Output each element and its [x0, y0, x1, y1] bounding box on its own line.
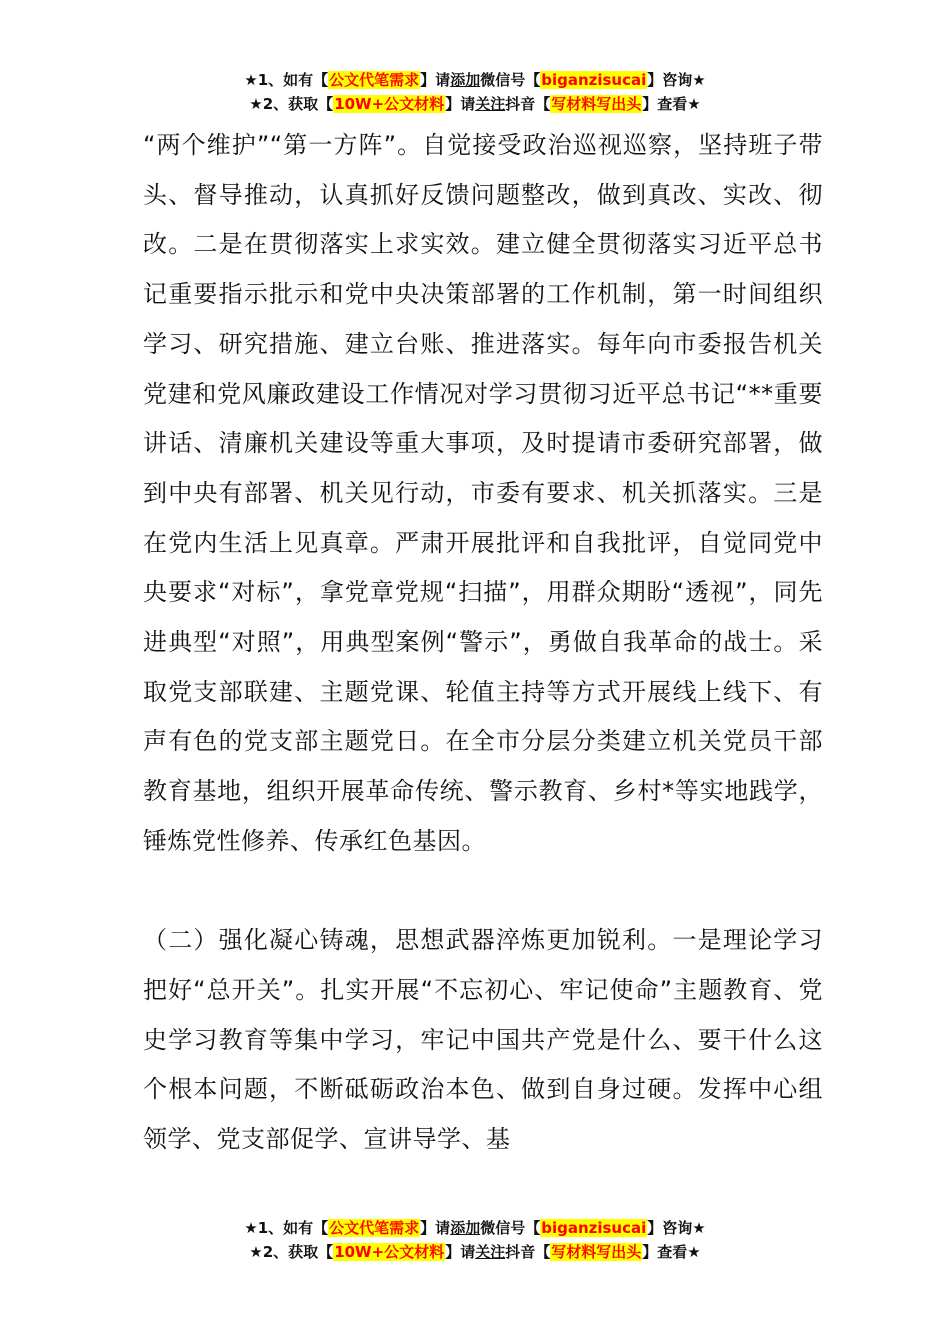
banner-text: ★2、获取【 [249, 95, 334, 113]
banner-text: 】请 [445, 1243, 476, 1261]
body-paragraph-1: “两个维护”“第一方阵”。自觉接受政治巡视巡察，坚持班子带头、督导推动，认真抓好反馈问题整改，做到真改、实改、彻改。二是在贯彻落实上求实效。建立健全贯彻落实习近平总书记重要指示批示和党中央决策部署的工作机制，第一时间组织学习、研究措施、建立台账、推进落实。每年向市委报告机关党建和党风廉政建设工作情况对学习贯彻习近平总书记“**重要讲话、清廉机关建设等重大事项，及时提请市委研究部署，做到中央有部署、机关见行动，市委有要求、机关抓落实。三是在党内生活上见真章。严肃开展批评和自我批评，自觉同党中央要求“对标”，拿党章党规“扫描”，用群众期盼“透视”，同先进典型“对照”，用典型案例“警示”，勇做自我革命的战士。采取党支部联建、主题党课、轮值主持等方式开展线上线下、有声有色的党支部主题党日。在全市分层分类建立机关党员干部教育基地，组织开展革命传统、警示教育、乡村*等实地践学，锤炼党性修养、传承红色基因。 [143, 131, 823, 855]
banner-text: 】咨询★ [647, 1219, 706, 1237]
banner-line-1 [0, 1216, 950, 1240]
highlight-douyin: 写材料写出头 [551, 1243, 642, 1261]
document-body [143, 121, 823, 1165]
banner-text: 】请 [445, 95, 476, 113]
banner-underline-text: 添加 [450, 71, 481, 89]
highlight-douyin: 写材料写出头 [551, 95, 642, 113]
header-banner [0, 68, 950, 116]
banner-underline-text: 关注 [475, 1243, 506, 1261]
banner-text: 】查看★ [642, 95, 701, 113]
banner-underline-text: 关注 [475, 95, 506, 113]
banner-text: 抖音【 [505, 95, 551, 113]
highlight-wechat-id: biganzisucai [541, 71, 647, 89]
body-paragraph-2: （二）强化凝心铸魂，思想武器淬炼更加锐利。一是理论学习把好“总开关”。扎实开展“不忘初心、牢记使命”主题教育、党史学习教育等集中学习，牢记中国共产党是什么、要干什么这个根本问题，不断砥砺政治本色、做到自身过硬。发挥中心组领学、党支部促学、宣讲导学、基 [143, 926, 823, 1154]
banner-text: ★2、获取【 [249, 1243, 334, 1261]
banner-text: ★1、如有【 [244, 1219, 329, 1237]
banner-text: 抖音【 [505, 1243, 551, 1261]
highlight-materials: 10W+公文材料 [334, 95, 445, 113]
highlight-service: 公文代笔需求 [329, 71, 420, 89]
highlight-materials: 10W+公文材料 [334, 1243, 445, 1261]
highlight-wechat-id: biganzisucai [541, 1219, 647, 1237]
banner-text: 】查看★ [642, 1243, 701, 1261]
banner-line-1 [0, 68, 950, 92]
footer-banner [0, 1216, 950, 1264]
banner-text: 】请 [420, 1219, 451, 1237]
highlight-service: 公文代笔需求 [329, 1219, 420, 1237]
banner-text: 】请 [420, 71, 451, 89]
banner-line-2 [0, 92, 950, 116]
banner-text: ★1、如有【 [244, 71, 329, 89]
banner-text: 】咨询★ [647, 71, 706, 89]
banner-line-2 [0, 1240, 950, 1264]
banner-text: 微信号【 [480, 1219, 541, 1237]
banner-text: 微信号【 [480, 71, 541, 89]
banner-underline-text: 添加 [450, 1219, 481, 1237]
